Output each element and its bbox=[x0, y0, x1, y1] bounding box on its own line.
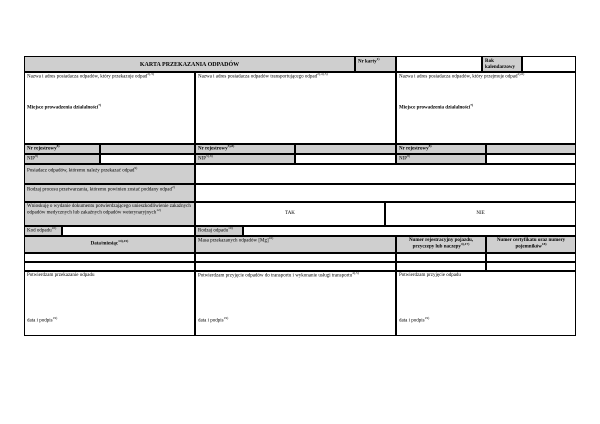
waste-code-ref: 10) bbox=[51, 226, 57, 230]
medical-label-cell bbox=[24, 202, 195, 226]
nip-input-1[interactable] bbox=[100, 154, 195, 164]
receiver-ref: 2),6) bbox=[517, 72, 525, 76]
receive-label: Potwierdzam przyjęcie odpadu bbox=[399, 273, 461, 278]
nip-label-2: NIP bbox=[198, 156, 207, 162]
producer-ref: 2),3) bbox=[147, 72, 154, 76]
container-header: Numer certyfikatu oraz numery pojemników bbox=[496, 238, 566, 250]
transport-label: Potwierdzam przyjęcie odpadów do transportu i wykonanie usługi transportu bbox=[198, 273, 353, 279]
date-sign-ref-3: 19) bbox=[424, 316, 430, 320]
holder-label: Posiadacz odpadów, któremu należy przekazać odpad bbox=[27, 168, 135, 174]
form-title: KARTA PRZEKAZANIA ODPADÓW bbox=[139, 62, 240, 68]
card-number-label: Nr karty bbox=[358, 59, 377, 65]
handover-label: Potwierdzam przekazanie odpadu bbox=[27, 273, 95, 278]
year-label-cell bbox=[482, 56, 522, 72]
process-label: Rodzaj procesu przetwarzania, któremu powinien zostać poddany odpad bbox=[27, 187, 172, 193]
container-header-cell bbox=[486, 236, 576, 253]
nip-input-2[interactable] bbox=[295, 154, 396, 164]
card-number-input[interactable] bbox=[396, 56, 482, 72]
reg-input-1[interactable] bbox=[100, 144, 195, 154]
reg-label-cell-2 bbox=[195, 144, 295, 154]
date-ref: 14),15) bbox=[118, 239, 129, 243]
container-ref: 18) bbox=[541, 242, 547, 246]
reg-label-cell-3 bbox=[396, 144, 486, 154]
process-label-cell bbox=[24, 184, 195, 202]
mass-header: Masa przekazanych odpadów [Mg] bbox=[198, 238, 269, 244]
nip-ref-2: 5),8) bbox=[206, 154, 213, 158]
reg-label-cell-1 bbox=[24, 144, 100, 154]
waste-transfer-form bbox=[24, 56, 576, 336]
nip-label-cell-1 bbox=[24, 154, 100, 164]
date-sign-label-2: data i podpis bbox=[198, 318, 224, 324]
table-cell-container-1[interactable] bbox=[486, 253, 576, 262]
nip-input-3[interactable] bbox=[486, 154, 576, 164]
nip-label-cell-2 bbox=[195, 154, 295, 164]
medical-label: Wnioskuję o wydanie dokumentu potwierdzającego unieszkodliwienie zakaźnych odpadów medycznych lub zakaźnych odpadów weterynaryjnych bbox=[27, 204, 191, 216]
waste-code-input[interactable] bbox=[62, 226, 195, 236]
site-ref: 7) bbox=[98, 103, 102, 107]
date-header-cell bbox=[24, 236, 195, 253]
year-input[interactable] bbox=[522, 56, 576, 72]
vehicle-header: Numer rejestracyjny pojazdu, przyczepy lub naczepy bbox=[408, 238, 474, 250]
reg-label-1: Nr rejestrowy bbox=[27, 146, 57, 152]
holder-input[interactable] bbox=[195, 164, 576, 184]
date-header: Data/miesiąc bbox=[90, 241, 119, 247]
transport-signature-cell[interactable] bbox=[195, 271, 396, 336]
holder-ref: 9) bbox=[134, 166, 138, 170]
date-sign-label-3: data i podpis bbox=[399, 318, 425, 324]
reg-ref-3: 8) bbox=[428, 144, 432, 148]
process-input[interactable] bbox=[195, 184, 576, 202]
year-label: Rok kalendarzowy bbox=[485, 59, 515, 70]
no-label: NIE bbox=[476, 211, 485, 216]
waste-type-ref: 10) bbox=[228, 226, 233, 230]
site-ref-receiver: 7) bbox=[470, 103, 474, 107]
handover-signature-cell[interactable] bbox=[24, 271, 195, 336]
table-cell-vehicle-1[interactable] bbox=[396, 253, 486, 262]
mass-header-cell bbox=[195, 236, 396, 253]
waste-code-label: Kod odpadu bbox=[27, 228, 52, 234]
reg-input-3[interactable] bbox=[486, 144, 576, 154]
table-cell-mass-2[interactable] bbox=[195, 262, 396, 271]
receiver-label: Nazwa i adres posiadacza odpadów, który przejmuje odpad bbox=[399, 74, 518, 80]
yes-label: TAK bbox=[285, 211, 295, 216]
vehicle-ref: 4),17) bbox=[460, 242, 470, 246]
site-label-receiver: Miejsce prowadzenia działalności bbox=[399, 105, 471, 111]
producer-label: Nazwa i adres posiadacza odpadów, który przekazuje odpad bbox=[27, 74, 148, 80]
card-number-ref: 1) bbox=[376, 57, 380, 61]
waste-type-label-cell bbox=[195, 226, 243, 236]
table-cell-date-2[interactable] bbox=[24, 262, 195, 271]
reg-ref-1: 8) bbox=[56, 144, 60, 148]
transporter-label: Nazwa i adres posiadacza odpadów transportującego odpad bbox=[198, 74, 318, 80]
date-sign-ref-1: 19) bbox=[52, 316, 58, 320]
form-title-cell bbox=[24, 56, 355, 72]
nip-ref-1: 8) bbox=[35, 154, 38, 158]
mass-ref: 16) bbox=[268, 236, 274, 240]
table-cell-date-1[interactable] bbox=[24, 253, 195, 262]
date-sign-label-1: data i podpis bbox=[27, 318, 53, 324]
nip-label-cell-3 bbox=[396, 154, 486, 164]
reg-label-3: Nr rejestrowy bbox=[399, 146, 429, 152]
waste-type-input[interactable] bbox=[243, 226, 576, 236]
nip-label-3: NIP bbox=[399, 156, 408, 162]
nip-ref-3: 8) bbox=[407, 154, 410, 158]
nip-label-1: NIP bbox=[27, 156, 36, 162]
site-label: Miejsce prowadzenia działalności bbox=[27, 105, 99, 111]
transport-ref: 4),5) bbox=[352, 271, 359, 275]
vehicle-header-cell bbox=[396, 236, 486, 253]
waste-type-label: Rodzaj odpadu bbox=[198, 228, 229, 234]
medical-ref: 12) bbox=[156, 208, 161, 212]
card-number-label-cell bbox=[355, 56, 396, 72]
medical-yes-option[interactable] bbox=[195, 202, 385, 226]
holder-label-cell bbox=[24, 164, 195, 184]
process-ref: 2) bbox=[171, 185, 175, 189]
receive-signature-cell[interactable] bbox=[396, 271, 576, 336]
reg-input-2[interactable] bbox=[295, 144, 396, 154]
waste-code-label-cell bbox=[24, 226, 62, 236]
table-cell-mass-1[interactable] bbox=[195, 253, 396, 262]
transporter-ref: 2),4),5) bbox=[317, 72, 328, 76]
reg-label-2: Nr rejestrowy bbox=[198, 146, 228, 152]
receiver-cell[interactable] bbox=[396, 72, 576, 144]
medical-no-option[interactable] bbox=[385, 202, 576, 226]
reg-ref-2: 5),8) bbox=[227, 144, 235, 148]
producer-cell[interactable] bbox=[24, 72, 195, 144]
table-cell-vehicle-2[interactable] bbox=[396, 262, 486, 271]
table-cell-container-2[interactable] bbox=[486, 262, 576, 271]
transporter-cell[interactable] bbox=[195, 72, 396, 144]
date-sign-ref-2: 19) bbox=[223, 316, 229, 320]
